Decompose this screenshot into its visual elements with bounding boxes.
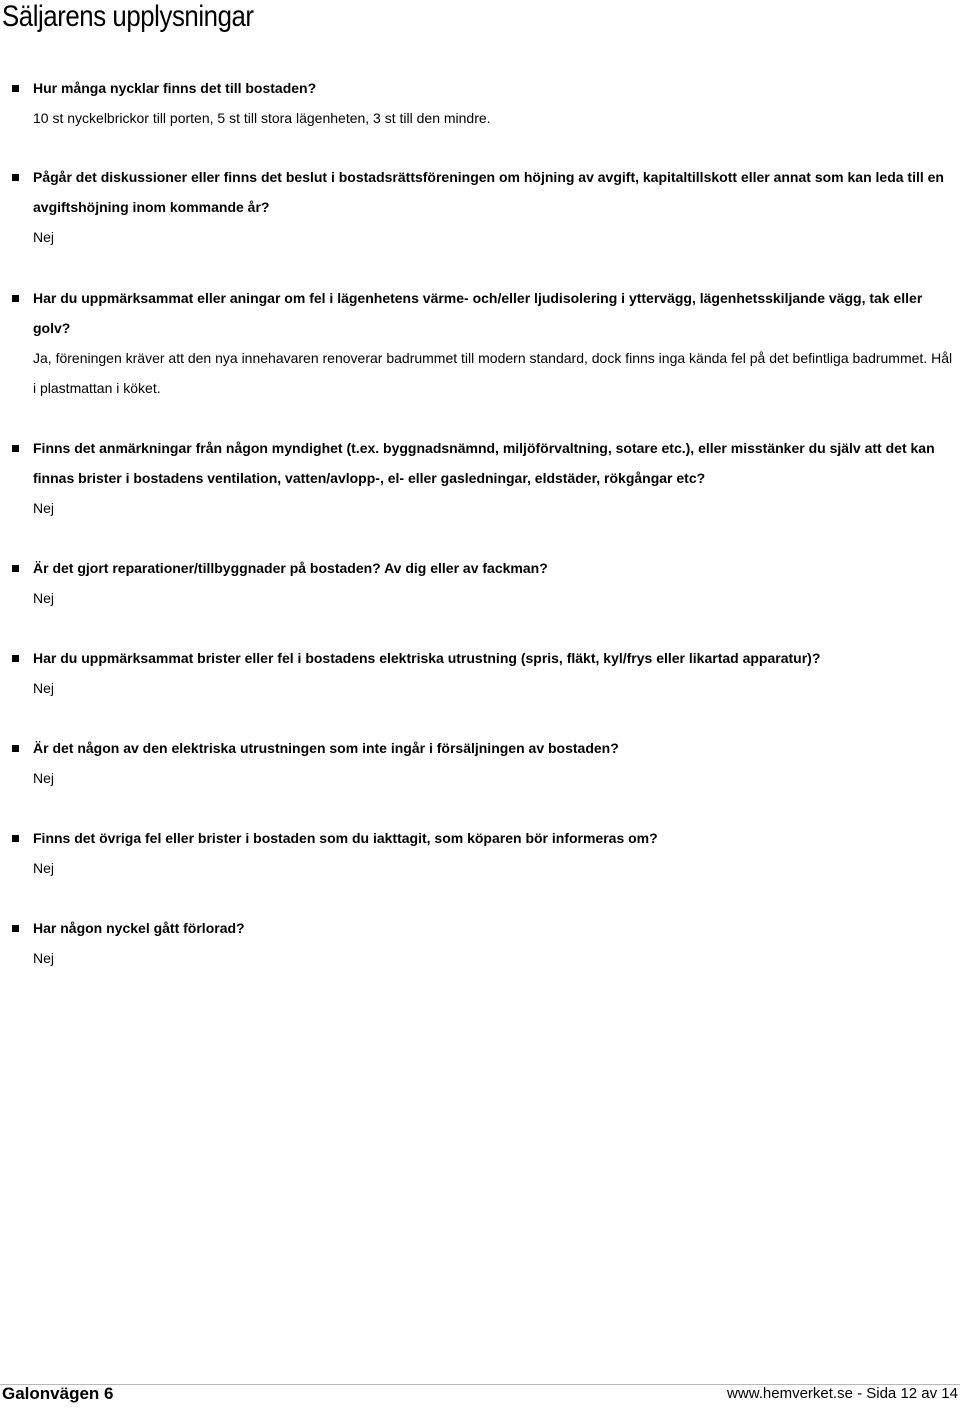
bullet-icon	[12, 565, 19, 572]
answer: Nej	[33, 680, 55, 696]
question: Är det gjort reparationer/tillbyggnader på bostaden? Av dig eller av fackman?	[33, 560, 548, 576]
page-title: Säljarens upplysningar	[2, 0, 254, 33]
question: Har du uppmärksammat eller aningar om fel i lägenhetens värme- och/eller ljudisolering i yttervägg, lägenhetsskiljande vägg, tak eller golv?	[33, 290, 923, 336]
answer: Nej	[33, 229, 55, 245]
question: Har du uppmärksammat brister eller fel i bostadens elektriska utrustning (spris, fläkt, kyl/frys eller likartad apparatur)?	[33, 650, 821, 666]
bullet-icon	[12, 745, 19, 752]
answer: Nej	[33, 860, 55, 876]
answer: Nej	[33, 590, 55, 606]
footer-address: Galonvägen 6	[2, 1384, 114, 1403]
bullet-icon	[12, 925, 19, 932]
question: Hur många nycklar finns det till bostaden?	[33, 80, 317, 96]
question: Finns det övriga fel eller brister i bostaden som du iakttagit, som köparen bör informeras om?	[33, 830, 658, 846]
answer: Nej	[33, 770, 55, 786]
answer: Nej	[33, 500, 55, 516]
bullet-icon	[12, 174, 19, 181]
bullet-icon	[12, 655, 19, 662]
question: Är det någon av den elektriska utrustningen som inte ingår i försäljningen av bostaden?	[33, 740, 619, 756]
answer: Ja, föreningen kräver att den nya innehavaren renoverar badrummet till modern standard, dock finns inga kända fel på det befintliga badrummet. Hål i plastmattan i köket.	[33, 350, 953, 396]
answer: Nej	[33, 950, 55, 966]
answer: 10 st nyckelbrickor till porten, 5 st till stora lägenheten, 3 st till den mindre.	[33, 110, 491, 126]
question: Finns det anmärkningar från någon myndighet (t.ex. byggnadsnämnd, miljöförvaltning, sotare etc.), eller misstänker du själv att det kan finnas brister i bostadens ventilation, vatten/avlopp-, el- eller gasledningar, eldstäder, rökgångar etc?	[33, 440, 935, 486]
question: Har någon nyckel gått förlorad?	[33, 920, 245, 936]
footer-page-info: www.hemverket.se - Sida 12 av 14	[727, 1385, 958, 1402]
question: Pågår det diskussioner eller finns det beslut i bostadsrättsföreningen om höjning av avgift, kapitaltillskott eller annat som kan leda till en avgiftshöjning inom kommande år?	[33, 169, 944, 215]
bullet-icon	[12, 295, 19, 302]
bullet-icon	[12, 445, 19, 452]
bullet-icon	[12, 835, 19, 842]
bullet-icon	[12, 85, 19, 92]
